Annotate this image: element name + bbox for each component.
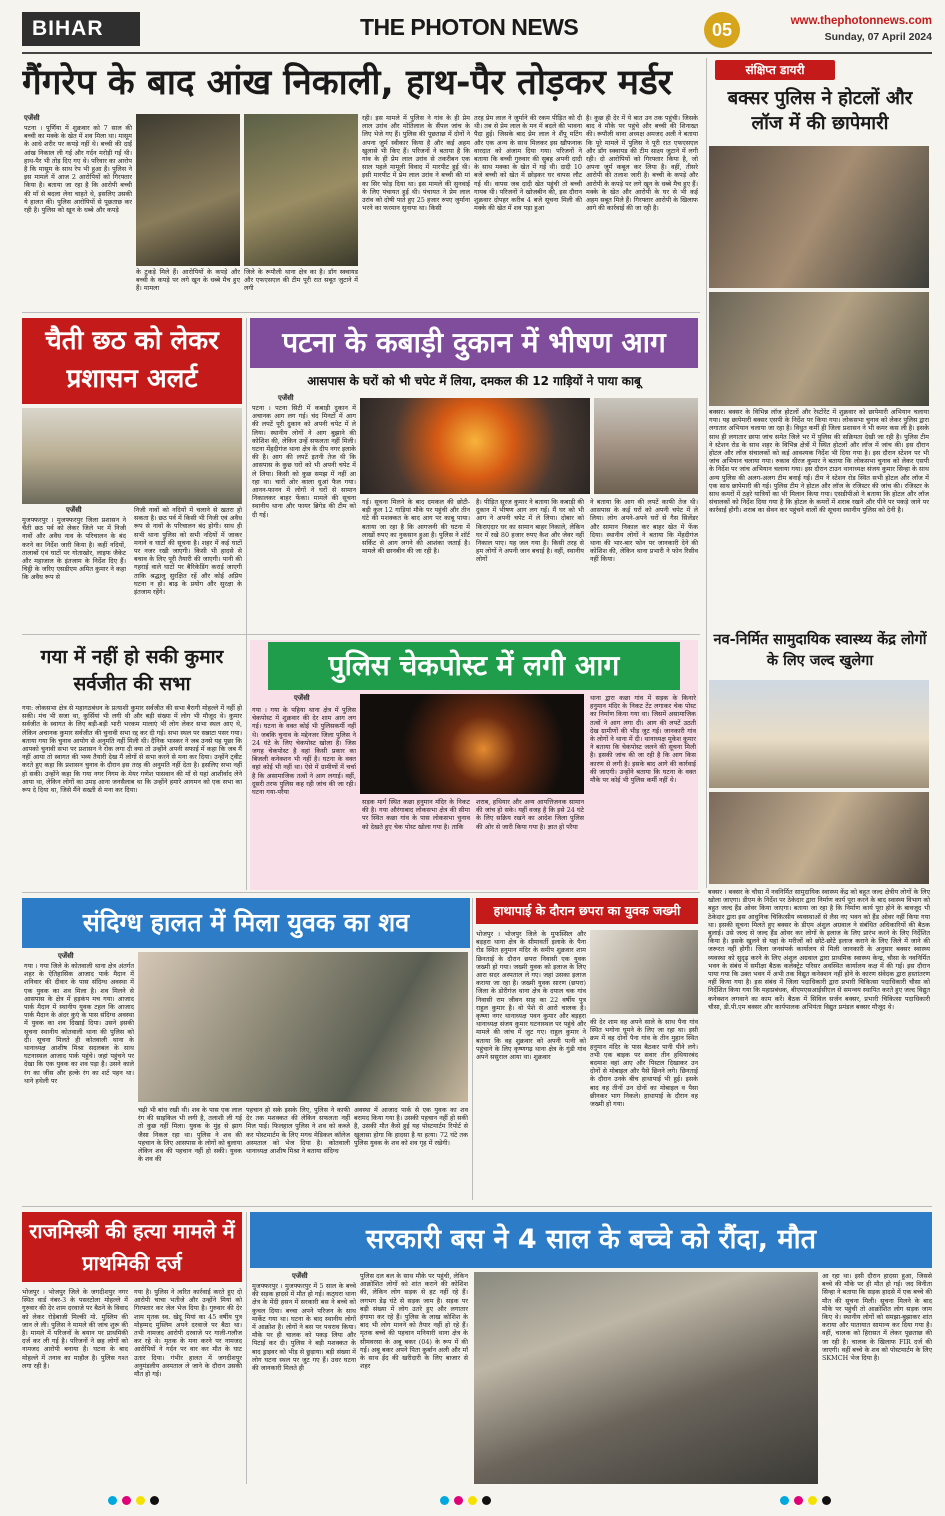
story1-photo xyxy=(136,114,240,266)
story1-col1b: के टुकड़े मिले हैं। आरोपियों के कपड़े और बच्ची के कपड़े पर लगे खून के धब्बे मैच हुए हैं। मामला xyxy=(136,268,240,293)
story8-col1: भोजपुर । भोजपुर जिले के जगदीशपुर नगर स्थित वार्ड नंबर-3 के पसरटोला मोहल्ले में गुरुवार की देर शाम दरवाजे पर बैठने के विवाद को लेकर रोड़ेबाजी मिल्की मो. मुस्लिम की जान ले ली। पुलिस ने मामले की जांच शुरू की है। मामले में परिजनों के बयान पर प्राथमिकी दर्ज कर ली गई है। परिजनों ने छह लोगों को नामजद आरोपी बनाया है। घटना के बाद मोहल्ले में तनाव का माहौल है। पुलिस गश्त लगा रही है। xyxy=(22,1288,128,1370)
story1-byline: एजेंसी xyxy=(24,114,40,122)
story3-photo-building xyxy=(594,398,698,494)
story6-byline: एजेंसी xyxy=(58,952,74,960)
story2-byline: एजेंसी xyxy=(66,506,82,514)
story5-headline: पुलिस चेकपोस्ट में लगी आग xyxy=(268,642,680,690)
sidebar-story-b-text: बक्सर । बक्सर के चौसा में नवनिर्मित सामुदायिक स्वास्थ्य केंद्र को बहुत जल्द क्षेत्रीय लोगों के लिए खोला जाएगा। डीएम के निर्देश पर ठेकेदार द्वारा निर्माण कार्य पूरा करने के बाद स्वास्थ्य विभाग को बहुत जल्द हैंड ओवर किया जाएगा। बताया जा रहा है कि निर्माण कार्य पूरा होने के बावजूद भी ठेकेदार द्वारा इस आधुनिक चिकित्सीय व्यवस्थाओं से लैस नए भवन को हैंड ओवर नहीं किया गया था। इसकी सूचना मिलते हुए बक्सर के डीएम अंशुल अग्रवाल ने संबंधित अधिकारियों की बैठक बुलाई। उसे जल्द से जल्द हैंड ओवर कर लोगों के इलाज के लिए प्रारंभ करने के लिए निर्देशित किया है। इसके खुलने से यहां के मरीजों को छोटे-छोटे इलाज कराने के लिए जिले में जाने की जरूरत नहीं होगी। जिला जनसंपर्क कार्यालय से मिली जानकारी के अनुसार बक्सर स्वास्थ्य व्यवस्था को सुदृढ़ करने के लिए अंशुल अग्रवाल द्वारा प्राथमिक स्वास्थ्य केन्द्र, चौसा के नवनिर्मित भवन के संबंध में समीक्षा बैठक कलेक्ट्रेट परिसर अवस्थित कार्यालय कक्ष में की गई। इस दौरान पाया गया कि उक्त भवन में अभी तक विद्युत कनेक्शन नहीं होने के कारण संवेदक द्वारा हस्तांतरण नहीं किया गया है। इस संबंध में जिला पदाधिकारी द्वारा प्रभारी चिकित्सा पदाधिकारी चौसा को निर्देशित किया गया कि महाप्रबंधक, बीएमएसआईसीएल से समन्वय स्थापित करते हुए जल्द विद्युत कनेक्शन लगवाने का काम करें। बैठक में सिविल सर्जन बक्सर, प्रभारी चिकित्सा पदाधिकारी चौसा, डी.पी.एम बक्सर और कार्यपालक अभियंता विद्युत प्रमंडल बक्सर मौजूद थे। xyxy=(708,888,930,1011)
sidebar-story-a-headline: बक्सर पुलिस ने होटलों और लॉज में की छापेमारी xyxy=(727,88,913,134)
story7-headline: हाथापाई के दौरान छपरा का युवक जख्मी xyxy=(476,898,698,924)
story9-byline: एजेंसी xyxy=(292,1272,308,1280)
story5-col1: गया । गया के पहिया थाना क्षेत्र में पुलिस चेकपोस्ट में शुक्रवार की देर शाम आग लग गई। घटना के वक्त कोई भी पुलिसकर्मी नहीं थे। जबकि चुनाव के मद्देनजर जिला पुलिस ने 24 घंटे के लिए चेकपोस्ट खोला है। जिस जगह चेकपोस्ट है वहां किसी प्रकार का बिजली कनेक्शन भी नहीं है। घटना के वक्त वहां कोई भी नहीं था। ऐसे में ग्रामीणों में चर्चा है कि असामाजिक तत्वों ने आग लगाई। वहीं, दूसरी तरफ पुलिस कह रही जांच की जा रही। घटना गया-परैया xyxy=(252,706,356,797)
story1-headline: गैंगरेप के बाद आंख निकाली, हाथ-पैर तोड़कर मर्डर xyxy=(22,63,672,103)
story8-headline: राजमिस्त्री की हत्या मामले में प्राथमिकी दर्ज xyxy=(22,1212,242,1282)
story9-col2: पुलिस दल बल के साथ मौके पर पहुंची, लेकिन आक्रोशित लोगों को शांत कराने की कोशिश की, लेकिन लोग सड़क से हट नहीं रहे हैं। लगभग डेढ़ घंटे से सड़क जाम है। सड़क पर बड़ी संख्या में लोग उतरे हुए और लगातार हंगामा कर रहे हैं। पुलिस के लाख कोशिश के बाद भी लोग मानने को तैयार नहीं हो रहे हैं। मृतक बच्चे की पहचान मनियारी थाना क्षेत्र के सीमवरसा के अबू बकर (04) के रूप में की गई। अबू बकर अपने पिता कुर्बान अली और माँ के साथ ईद की खरीदारी के लिए बाजार से शहर xyxy=(360,1272,468,1371)
reg-mark-magenta-2 xyxy=(454,1496,463,1505)
reg-mark-cyan xyxy=(108,1496,117,1505)
story5-byline: एजेंसी xyxy=(294,694,310,702)
story3-subhead: आसपास के घरों को भी चपेट में लिया, दमकल की 12 गाड़ियों ने पाया काबू xyxy=(307,374,641,388)
story1-col2: रही। इस मामले में पुलिस ने गांव के ही प्रेम लाल उरांव और मोतिलाल के सैंपल जांच के लिए भेजे गए हैं। पुलिस की पूछताछ में दोनों ने अपना जुर्म स्वीकार किया है और कई अहम खुलासे भी किए हैं। परिजनों ने बताया है कि गांव के ही प्रेम लाल उरांव से तकरीबन एक साल पहले मामूली विवाद में मारपीट हुई थी। इसी मारपीट में प्रेम लाल उरांव ने बच्ची की मां का सिर फोड़ दिया था। इस मामले की सुनवाई के लिए पंचायत हुई थी। पंचायत ने प्रेम लाल उरांव को दोषी पाते हुए 25 हजार रुपए जुर्माना भरने का फरमान सुनाया था। किसी xyxy=(362,114,470,213)
sidebar xyxy=(706,58,932,888)
reg-mark-black xyxy=(150,1496,159,1505)
story6-col4: अवस्था में आजाद पार्क से एक युवक का शव बरामद किया गया है। उसकी पहचान नहीं हो सकी है, उसकी मौत कैसे हुई यह पोस्टमार्टम रिपोर्ट से खुलासा होगा कि हादसा है या हत्या। 72 घंटे तक पुलिस युवक के शव को शव गृह में रखेगी। xyxy=(354,1106,468,1147)
rule-7 xyxy=(246,1212,247,1484)
story3-headline: पटना के कबाड़ी दुकान में भीषण आग xyxy=(250,318,698,368)
rule-5 xyxy=(246,318,247,890)
story3-col4: ने बताया कि आग की लपटें काफी तेज थी। आसपास के कई घरों को अपनी चपेट में ले लिया। लोग अपने-अपने घरों से गैस सिलेंडर और सामान निकाल कर बाहर खेत में फेंक दिया। स्थानीय लोगों ने बताया कि मेंहदीगंज थाना की भार-बार फोन पर जानकारी देने की कोशिश की, लेकिन थाना प्रभारी ने फोन रिसीव नहीं किया। xyxy=(590,498,698,564)
story9-col4: आ रहा था। इसी दौरान हादसा हुआ, जिससे बच्चे की मौके पर ही मौत हो गई। जद विनीता सिन्हा ने बताया कि सड़क हादसे में एक बच्चे की मौत की सूचना मिली। सूचना मिलने के बाद मौके पर पहुंची तो आक्रोशित लोग सड़क जाम किए थे। स्थानीय लोगों को समझा-बुझाकर शांत कराया और यातायात सामान्य कर दिया गया है। वहीं, चालक को हिरासत में लेकर पूछताछ की जा रही है। चालक के खिलाफ FIR दर्ज की जाएगी। वहीं बच्चे के शव को पोस्टमार्टम के लिए SKMCH भेज दिया है। xyxy=(822,1272,932,1363)
rule-1 xyxy=(22,312,700,313)
reg-mark-yellow-2 xyxy=(468,1496,477,1505)
story6-headline: संदिग्ध हालत में मिला युवक का शव xyxy=(22,898,470,948)
story2-text: मुजफ्फरपुर । मुजफ्फरपुर जिला प्रशासन ने चैती छठ पर्व को लेकर जिले भर में निजी नावों और अवैध नाव के परिचालन के बंद करने का निर्देश जारी किया है। कहीं नदियों, तालाबों एवं घाटों पर गोताखोर, लाइफ जैकेट और महाजाल के इंतजाम के निर्देश दिए हैं। चिट्ठी के जरिए एसडीएम अमित कुमार ने कहा कि अवैध रूप से xyxy=(22,516,126,582)
story1-photo-2 xyxy=(244,114,358,266)
story1-col1: पटना । पूर्णिया में शुक्रवार को 7 साल की बच्ची का मक्के के खेत में शव मिला था। मासूम के आधे शरीर पर कपड़े नहीं थे। बच्ची की दाईं आंख निकाल ली गई और गर्दन मरोड़ी गई थी। हाथ-पैर भी तोड़ दिए गए थे। परिवार का आरोप है कि मासूम के साथ रेप भी हुआ है। पुलिस ने इस मामले में आज 2 आरोपियों को गिरफ्तार किया है। बताया जा रहा है कि आरोपी बच्ची की माँ से बदला लेना चाहते थे, इसलिए उसकी ये हालत की। पुलिस आरोपियों से पूछताछ कर रही है। पुलिस को खून के धब्बे और कपड़े xyxy=(24,124,132,215)
story2-text2: निजी नावों को नदियों में चलाने से खतरा हो सकता है। छठ पर्व में किसी भी निजी एवं अवैध रूप से नावों के परिचालन बंद होगी। साथ ही सभी थाना पुलिस को सभी नदियों में जाकर मनाने व घाटों की सूचना है। शहर में कई घाटों पर नजर रखी जाएगी। किसी भी हादसे से बचाव के लिए पूरी तैयारी की जाएगी। पानी की गहराई वाले घाटों पर बैरिकेडिंग कराई जाएगी ताकि श्रद्धालु सुरक्षित रहें और कोई अप्रिय घटना न हो। बाढ़ के प्रयोग और सुरक्षा के इंतजाम रहेंगे। xyxy=(134,506,242,597)
story7-col2: की देर शाम वह अपने साले के साथ पैना गांव स्थित भगोना घूमने के लिए जा रहा था। इसी क्रम में वह दोनों पैना गांव के तीन मुहान स्थित हनुमान मंदिर के पास बैठकर पानी पीने लगे। तभी एक बाइक पर सवार तीन हथियारबंद बदमाश वहां आए और पिस्टल दिखाकर उन दोनों से मोबाइल और पैसे छिनने लगे। छिनताई के दौरान उनके बीच हाथापाई भी हुई। इसके बाद वह तीनों उन दोनों का मोबाइल व पैसा छीनकर भाग निकले। हाथापाई के दौरान वह जख्मी हो गया। xyxy=(590,1018,698,1109)
story4-text: गया: लोकसभा क्षेत्र से महागठबंधन के प्रत्याशी कुमार सर्वजीत की सभा बैरागी मोहल्ले में नहीं हो सकी। मंच भी सजा था, कुर्सियां भी लगी थी और बड़ी संख्या में लोग भी मौजूद थे। कुमार सर्वजीत के स्वागत के लिए बड़ी-बड़ी भारी भरकम मालाएं भी लोग लेकर सभा स्थल आए थे, लेकिन अचानक कुमार सर्वजीत की चुनावी सभा रद्द कर दी गई। सभा स्थल पर सन्नाटा पसर गया। बताया गया कि चुनाव आयोग से अनुमति नहीं मिली थी। दैनिक भास्कर ने जब उनसे यह पूछा कि आपको चुनावी सभा पर प्रशासन ने रोक लगा दी क्या तो उन्होंने अपनी सफाई में कहा कि जब मैं नहीं आया तो स्वागत की भव्य तैयारी देख मैं लोगों से सभा करने से मना कर दिया। उन्होंने ट्वीट करते हुए कहा कि प्रशासन चुनाव के दौरान इस तरह की अनुमति नहीं देता है। इसलिए सभा नहीं हो सकी। उन्होंने कहा कि गया नगर निगम के मेयर गणेश पासवान की माँ से यहां आशीर्वाद लेने आया था, लेकिन लोगों का उमड़ आना जनसैलाब था कि उन्होंने हमारे आगमन को एक सभा का रूप दे दिया था, जिसे मैंने सख्ती से मना कर दिया। xyxy=(22,704,242,795)
reg-mark-magenta xyxy=(122,1496,131,1505)
story3-col2: गई। सूचना मिलने के बाद दमकल की छोटी-बड़ी कुल 12 गाड़ियां मौके पर पहुंची और तीन घंटे की मशक्कत के बाद आग पर काबू पाया। बताया जा रहा है कि आगजनी की घटना में लाखों रुपए का नुकसान हुआ है। पुलिस ने शॉर्ट सर्किट से आग लगने की आशंका जताई है। मामले की छानबीन की जा रही है। xyxy=(362,498,470,556)
story5-photo xyxy=(360,694,584,794)
reg-mark-black-3 xyxy=(822,1496,831,1505)
story2-photo xyxy=(22,408,242,504)
header-rule xyxy=(22,52,932,54)
story7-col1: भोजपुर । भोजपुर जिले के मुफस्सिल और बड़हरा थाना क्षेत्र के सीमावर्ती इलाके के पैना रोड स्थित हनुमान मंदिर के समीप शुक्रवार शाम छिनताई के दौरान छपरा निवासी एक युवक जख्मी हो गया। जख्मी युवक को इलाज के लिए आरा सदर अस्पताल ले गए। जहां उसका इलाज कराया जा रहा है। जख्मी युवक सारण (छपरा) जिला के डोरीगंज थाना क्षेत्र के दयाल चक गांव निवासी राम जीवन साह का 22 वर्षीय पुत्र राहुल कुमार है। वो पेशे से आरो चालक है। कृष्णा नगर थानाध्यक्ष पवन कुमार और बड़हरा थानाध्यक्ष संजय कुमार घटनास्थल पर पहुंचे और मामले की जांच में जुट गए। राहुल कुमार ने बताया कि वह शुक्रवार को अपनी पत्नी को पहुंचाने के लिए कृष्णगढ़ थाना क्षेत्र के गुंडी गांव अपने ससुराल आया था। शुक्रवार xyxy=(476,930,586,1062)
rule-4 xyxy=(22,1206,932,1207)
story2-headline: चैती छठ को लेकर प्रशासन अलर्ट xyxy=(22,318,242,404)
story6-photo xyxy=(138,952,468,1102)
story1-col3: तरह प्रेम लाल ने जुर्माने की रकम पीड़ित को दी थी। तब से प्रेम लाल के मन में बदले की भावना पैदा हुई। जिसके बाद प्रेम लाल ने शैंपू मटिंग और एक अन्य के साथ मिलकर इस खौफनाक वारदात को अंजाम दिया गया। परिजनों ने बताया कि बच्ची गुरुवार की सुबह अपनी दादी के साथ मक्का के खेत में गई थी। दादी 10 बजे बच्ची को खेत में छोड़कर घर वापस लौट गई थी। वापस जब दादी खेत पहुंची तो बच्ची गायब थी। परिजनों ने खोजबीन की, इस दौरान शुक्रवार दोपहर करीब 4 बजे सूचना मिली की मक्के की खेत में शव पड़ा हुआ xyxy=(474,114,582,213)
sidebar-story-b-photo-2 xyxy=(709,792,929,884)
sidebar-story-a-photo-2 xyxy=(709,292,929,406)
masthead: THE PHOTON NEWS xyxy=(360,14,579,40)
story5-col3: शराब, हथियार और अन्य आपत्तिजनक सामान की जांच हो सके। यहीं वजह है कि इसे 24 घंटे के लिए सक्रिय रखने का आदेश जिला पुलिस की ओर से जारी किया गया है। ज्ञात हो परैया xyxy=(476,798,584,831)
sidebar-story-b-headline: नव-निर्मित सामुदायिक स्वास्थ्य केंद्र लोगों के लिए जल्द खुलेगा xyxy=(713,632,927,669)
story1-col4: है। कुछ ही देर में ये बात उन तक पहुंची। जिसके बाद वे मौके पर पहुंचे और बच्ची की शिनाख्त की। रूपौली थाना अध्यक्ष अमजद अली ने बताया कि पूरे मामले में पुलिस ने पूरी रात एफएसएल और डॉग स्क्वायड की टीम साक्ष्य जुटाने में लगी रही। दो आरोपियों को गिरफ्तार किया है, जो अपना जुर्म कबूल कर लिया है। वहीं, तीसरे आरोपी की तलाश जारी है। बच्ची के कपड़े और आरोपी के कपड़े पर लगे खून के धब्बे मैच हुए हैं। मक्के के खेत और आरोपी के घर से भी कई अहम सबूत मिले हैं। गिरफ्तार आरोपी के खिलाफ आगे की कार्रवाई की जा रही है। xyxy=(586,114,698,213)
story5-col2: सड़क मार्ग स्थित कछा हनुमान मंदिर के निकट की है। गया औरंगाबाद लोकसभा क्षेत्र की सीमा पर स्थित कछा गांव के पास लोकसभा चुनाव को देखते हुए चेक पोस्ट खोला गया है। ताकि xyxy=(362,798,470,831)
story3-byline: एजेंसी xyxy=(278,394,294,402)
story6-col2: चढ़ी भी बांध रखी थी। शव के पास एक लाल रंग की साइकिल भी लगी है, तलाशी ली गई तो कुछ नहीं मिला। युवक के मुंह से झाग जैसा निकल रहा था। पुलिस ने शव की पहचान के लिए आसपास के लोगों को बुलाया लेकिन शव की पहचान नहीं हो सकी। युवक के शव की xyxy=(138,1106,242,1164)
section-tag: BIHAR xyxy=(22,12,140,46)
website-link[interactable]: www.thephotonnews.com xyxy=(790,15,932,27)
story5-col4: थाना द्वारा कछा गांव में सड़क के किनारे हनुमान मंदिर के निकट टेंट लगाकर चेक पोस्ट का निर्माण किया गया था। जिसमें असामाजिक तत्वों ने आग लगा दी। आग की लपटें उठती देख ग्रामीणों की भीड़ जुट गई। जानकारी गांव के लोगों ने थाना में दी। थानाध्यक्ष मुकेश कुमार ने बताया कि चेकपोस्ट जलने की सूचना मिली है। इसकी जांच की जा रही है कि आग किस कारण से लगी है। इसके बाद आगे की कार्रवाई की जाएगी। उन्होंने बताया कि घटना के वक्त मौके पर कोई भी पुलिस कर्मी नहीं थे। xyxy=(590,694,696,785)
story7-photo xyxy=(590,930,698,1014)
rule-6 xyxy=(472,898,473,1200)
sidebar-story-a-photo xyxy=(709,146,929,288)
rule-3 xyxy=(22,892,700,893)
story8-col2: गया है। पुलिस ने त्वरित कार्रवाई करते हुए दो आरोपी चाचा भतीजे और उन्होंने मियां को गिरफ्तार कर जेल भेज दिया है। गुरुवार की देर शाम मृतक स्व. खेदू मियां का 45 वर्षीय पुत्र मोहम्मद मुस्लिम अपने दरवाजे पर बैठा था। तभी नामजद आरोपी दरवाजे पर गाली-गलौज कर रहे थे। मृतक के मना करने पर नामजद आरोपियों ने गर्दन पर वार कर मौत के घाट उतार दिया। गंभीर हालत में जगदीशपुर अनुमंडलीय अस्पताल ले जाने के दौरान उसकी मौत हो गई। xyxy=(134,1288,242,1379)
sidebar-tag: संक्षिप्त डायरी xyxy=(715,60,835,80)
story9-headline: सरकारी बस ने 4 साल के बच्चे को रौंदा, मौत xyxy=(250,1212,932,1268)
reg-mark-yellow xyxy=(136,1496,145,1505)
reg-mark-yellow-3 xyxy=(808,1496,817,1505)
sidebar-story-b-photo xyxy=(709,680,929,788)
story6-col1: गया । गया जिले के कोतवाली थाना क्षेत्र अंतर्गत शहर के ऐतिहासिक आजाद पार्क मैदान में शनिवार की दीवार के पास संदिग्ध अवस्था में एक युवक का शव मिला है। शव मिलने से आसपास के क्षेत्र में हड़कंप मच गया। आजाद पार्क मैदान में स्थानीय युवक टहल कि आजाद पार्क मैदान के अंदर कुएं के पास संदिग्ध अवस्था में युवक का शव दिखाई दिया। उसने इसकी सूचना स्थानीय कोतवाली थाना की पुलिस को दी। सूचना मिलते ही कोतवाली थाना के थानाध्यक्ष आशीष मिश्रा सदलबल के साथ घटनास्थल आजाद पार्क पहुंचे। जहां पहुंचने पर देखा कि एक युवक का शव पड़ा है। उसने काले रंग का जींस और हल्के रंग का शर्ट पहन था। थाने हथेली पर xyxy=(24,962,134,1085)
reg-mark-magenta-3 xyxy=(794,1496,803,1505)
reg-mark-black-2 xyxy=(482,1496,491,1505)
story9-photo xyxy=(474,1272,818,1484)
story3-col3: है। पीड़ित सूरज कुमार ने बताया कि कबाड़ी की दुकान में भीषण आग लग गई। मैं घर को भी आग ने अपनी चपेट में ले लिया। दोबार को किराएदार घर का सामान बाहर निकाले, लेकिन घर में रखे 80 हजार रुपए कैश और जेवर नहीं निकाल पाए। यह जल गया है। किसी तरह से हम लोगों ने अपनी जान बचाई है। वहीं, स्थानीय लोगों xyxy=(476,498,584,564)
issue-date: Sunday, 07 April 2024 xyxy=(824,31,932,43)
story3-col1: पटना । पटना सिटी में कबाड़ी दुकान में अचानक आग लग गई। चंद मिनटों में आग की लपटें पूरी दुकान को अपनी चपेट में ले लिया। स्थानीय लोगों ने आग बुझाने की कोशिश की, लेकिन उन्हें सफलता नहीं मिली। घटना मेंहदीगंज थाना क्षेत्र के दीप नगर इलाके की है। आग की लपटें इतनी तेज थी कि आसपास के कुछ घरों को भी अपनी चपेट में ले लिया। किसी को कुछ समझ में नहीं आ रहा था। चारों ओर काला धुआं फैल गया। आनन-फानन में लोगों ने घरों से सामान निकालकर बाहर फेंका। मामले की सूचना स्थानीय थाना और फायर ब्रिगेड की टीम को दी गई। xyxy=(252,404,356,519)
reg-mark-cyan-2 xyxy=(440,1496,449,1505)
reg-mark-cyan-3 xyxy=(780,1496,789,1505)
sidebar-story-a-text: बक्सर। बक्सर के विभिन्न लॉज होटलों और रेस्टोरेंट में शुक्रवार को छापेमारी अभियान चलाया गया। यह छापेमारी बक्सर एसपी के निर्देश पर किया गया। लोकसभा चुनाव को लेकर पुलिस द्वारा लगातार अभियान चलाया जा रहा है। विधुत कर्मी ही जिला प्रशासन ने भी कमर कस ली है। इसके साथ ही लगातार छापा जांच समेत जिले भर में पुलिस की सक्रियता देखी जा रही है। पुलिस टीम ने स्टेशन रोड के साथ शहर के विभिन्न क्षेत्रों में स्थित होटलों और लॉज में जांच की। इस दौरान होटल और लॉज संचालकों को कई आवश्यक निर्देश भी दिया गया है। इस दौरान स्टेशन पर भी जांच अभियान चलाया गया। रुकाव धीरज कुमार ने बताया कि लोकसभा चुनाव को लेकर एसपी के निर्देश पर जांच अभियान चलाया गया। इस दौरान टाउन थानाध्यक्ष संजय कुमार सिन्हा के साथ अन्य पुलिस की अलग-अलग टीम बनाई गई। टीम ने स्टेशन रोड स्थित सभी होटल और लॉज में एक साथ छापेमारी की गई। पुलिस टीम ने होटल और लॉज के रजिस्टर की जांच की। रजिस्टर के साथ कमरों में ठहरे यात्रियों का भी मिलान किया गया। एसडीपीओ ने बताया कि होटल और लॉज संचालकों को निर्देश दिया गया है कि होटल के कमरों में शराब रखने और पीने पर पकड़े जाने पर कार्रवाई होगी। शराब का सेवन कर पहुंचने वालों की सूचना स्थानीय पुलिस को देनी है। xyxy=(709,408,929,515)
story6-col3: पहचान हो सके इसके लिए, पुलिस ने काफी देर तक मशक्कत की लेकिन सफलता नहीं मिल पाई। फिलहाल पुलिस ने शव को कब्जे कर पोस्टमार्टम के लिए मगध मेडिकल कॉलेज अस्पताल को भेज दिया है। कोतवाली थानाध्यक्ष आशीष मिश्रा ने बताया संदिग्ध xyxy=(246,1106,350,1156)
story3-photo-fire xyxy=(360,398,590,494)
story1-col1c: जिले के रूपौली थाना क्षेत्र का है। डॉग स्क्वायड और एफएसएल की टीम पूरी रात सबूत जुटाने में लगी xyxy=(244,268,358,293)
rule-2 xyxy=(22,634,700,635)
page-number: 05 xyxy=(704,12,740,48)
story4-headline: गया में नहीं हो सकी कुमार सर्वजीत की सभा xyxy=(40,646,224,695)
story9-col1: मुजफ्फरपुर । मुजफ्फरपुर में 5 साल के बच्चे की सड़क हादसे में मौत हो गई। कठ्घरा थाना क्षेत्र के मेंदी हसन में सरकारी बस ने बच्चे को कुचल दिया। बच्चा अपने परिजन के साथ मार्केट गया था। घटना के बाद स्थानीय लोगों में आक्रोश है। लोगों ने बस पर पथराव किया। मौके पर ही चालक को पकड़ लिया और पिटाई कर दी। पुलिस ने बड़ी मशक्कत के बाद ड्राइवर को भीड़ से छुड़ाया। बड़ी संख्या में लोग घटना स्थल पर जुट गए हैं। उधर घटना की जानकारी मिलते ही xyxy=(252,1282,356,1373)
